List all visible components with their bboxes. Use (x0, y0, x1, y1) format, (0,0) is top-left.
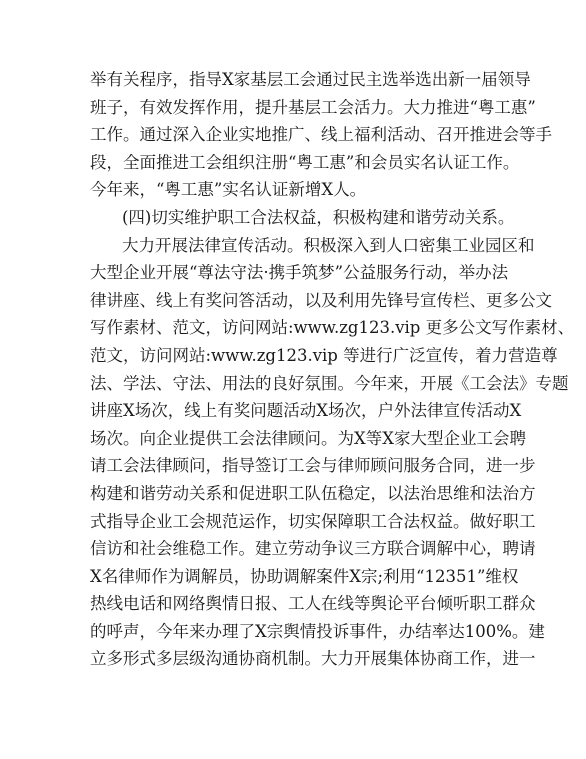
text-line: 段，全面推进工会组织注册“粤工惠”和会员实名认证工作。 (90, 152, 520, 172)
text-line: 范文，访问网站:www.zg123.vip 等进行广泛宣传，着力营造尊 (90, 345, 558, 365)
text-line: 大型企业开展“尊法守法·携手筑梦”公益服务行动，举办法 (90, 263, 509, 283)
text-line: 写作素材、范文，访问网站:www.zg123.vip 更多公文写作素材、 (90, 318, 575, 338)
text-line: 今年来，“粤工惠”实名认证新增X人。 (90, 180, 367, 200)
text-line: 讲座X场次，线上有奖问题活动X场次，户外法律宣传活动X (90, 401, 522, 421)
text-line: 请工会法律顾问，指导签订工会与律师顾问服务合同，进一步 (90, 456, 536, 476)
text-line: 立多形式多层级沟通协商机制。大力开展集体协商工作，进一 (90, 649, 536, 669)
text-line: 场次。向企业提供工会法律顾问。为X等X家大型企业工会聘 (90, 428, 526, 448)
section-heading: (四)切实维护职工合法权益，积极构建和谐劳动关系。 (122, 207, 515, 227)
text-line: 举有关程序，指导X家基层工会通过民主选举选出新一届领导 (90, 70, 531, 89)
text-line: 信访和社会维稳工作。建立劳动争议三方联合调解中心，聘请 (90, 539, 536, 559)
text-line: 大力开展法律宣传活动。积极深入到人口密集工业园区和 (122, 235, 535, 255)
text-line: 构建和谐劳动关系和促进职工队伍稳定，以法治思维和法治方 (90, 483, 536, 503)
text-line: 法、学法、守法、用法的良好氛围。今年来，开展《工会法》专题 (90, 373, 569, 393)
text-line: 的呼声，今年来办理了X宗舆情投诉事件，办结率达100%。建 (90, 621, 545, 641)
text-line: 式指导企业工会规范运作，切实保障职工合法权益。做好职工 (90, 511, 536, 531)
text-line: 热线电话和网络舆情日报、工人在线等舆论平台倾听职工群众 (90, 594, 536, 614)
document-body (90, 66, 575, 673)
text-line: 班子，有效发挥作用，提升基层工会活力。大力推进“粤工惠” (90, 97, 536, 117)
text-line: 律讲座、线上有奖问答活动，以及利用先锋号宣传栏、更多公文 (90, 290, 552, 310)
text-line: 工作。通过深入企业实地推广、线上福利活动、召开推进会等手 (90, 125, 552, 145)
text-line: X名律师作为调解员，协助调解案件X宗;利用“12351”维权 (90, 566, 519, 586)
